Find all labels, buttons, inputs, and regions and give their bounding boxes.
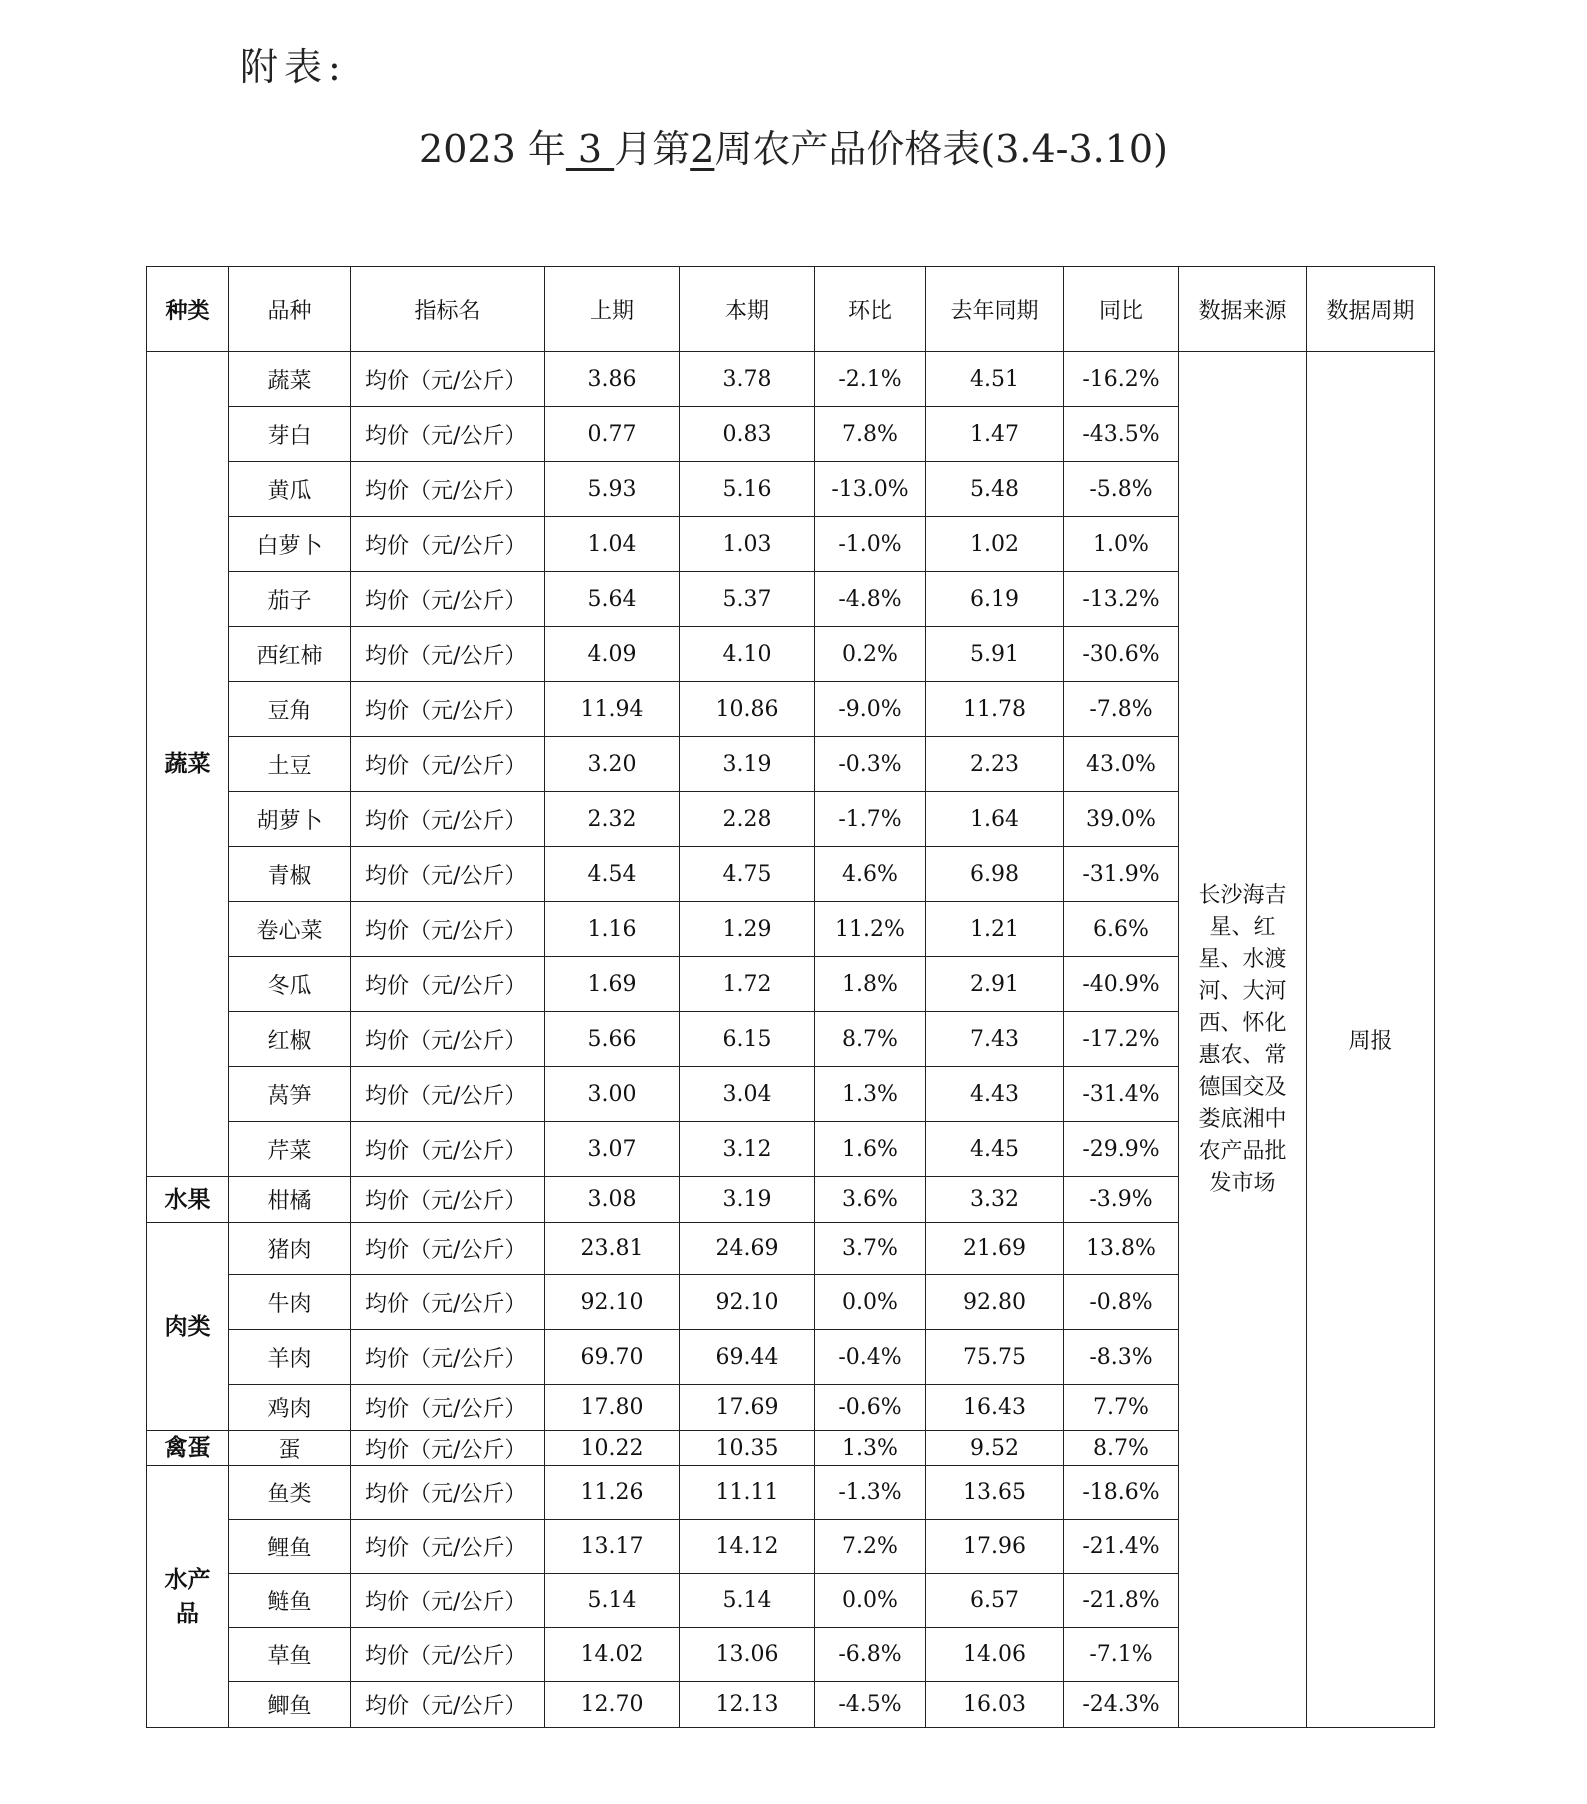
curr-cell: 92.10 bbox=[680, 1275, 815, 1330]
mom-cell: 3.7% bbox=[815, 1223, 926, 1275]
variety-cell: 莴笋 bbox=[229, 1067, 351, 1122]
curr-cell: 14.12 bbox=[680, 1520, 815, 1574]
last-year-cell: 1.21 bbox=[926, 902, 1064, 957]
prev-cell: 14.02 bbox=[545, 1628, 680, 1682]
prev-cell: 23.81 bbox=[545, 1223, 680, 1275]
yoy-cell: -7.1% bbox=[1064, 1628, 1179, 1682]
metric-cell: 均价（元/公斤） bbox=[351, 1385, 545, 1431]
last-year-cell: 1.02 bbox=[926, 517, 1064, 572]
yoy-cell: 43.0% bbox=[1064, 737, 1179, 792]
category-cell: 蔬菜 bbox=[147, 352, 229, 1177]
period-cell: 周报 bbox=[1307, 352, 1435, 1728]
curr-cell: 10.35 bbox=[680, 1431, 815, 1466]
last-year-cell: 92.80 bbox=[926, 1275, 1064, 1330]
last-year-cell: 16.03 bbox=[926, 1682, 1064, 1728]
metric-cell: 均价（元/公斤） bbox=[351, 682, 545, 737]
last-year-cell: 17.96 bbox=[926, 1520, 1064, 1574]
curr-cell: 4.10 bbox=[680, 627, 815, 682]
table-body bbox=[147, 352, 1435, 1728]
curr-cell: 5.37 bbox=[680, 572, 815, 627]
col-header-metric: 指标名 bbox=[351, 267, 545, 352]
prev-cell: 5.66 bbox=[545, 1012, 680, 1067]
last-year-cell: 1.64 bbox=[926, 792, 1064, 847]
prev-cell: 3.86 bbox=[545, 352, 680, 407]
yoy-cell: 6.6% bbox=[1064, 902, 1179, 957]
metric-cell: 均价（元/公斤） bbox=[351, 627, 545, 682]
variety-cell: 卷心菜 bbox=[229, 902, 351, 957]
variety-cell: 红椒 bbox=[229, 1012, 351, 1067]
last-year-cell: 75.75 bbox=[926, 1330, 1064, 1385]
prev-cell: 3.20 bbox=[545, 737, 680, 792]
mom-cell: -2.1% bbox=[815, 352, 926, 407]
last-year-cell: 16.43 bbox=[926, 1385, 1064, 1431]
mom-cell: -0.6% bbox=[815, 1385, 926, 1431]
variety-cell: 蛋 bbox=[229, 1431, 351, 1466]
variety-cell: 黄瓜 bbox=[229, 462, 351, 517]
mom-cell: 1.3% bbox=[815, 1431, 926, 1466]
yoy-cell: -18.6% bbox=[1064, 1466, 1179, 1520]
price-table bbox=[146, 266, 1435, 1728]
curr-cell: 1.29 bbox=[680, 902, 815, 957]
curr-cell: 24.69 bbox=[680, 1223, 815, 1275]
source-cell: 长沙海吉星、红星、水渡河、大河西、怀化惠农、常德国交及娄底湘中农产品批发市场 bbox=[1179, 352, 1307, 1728]
last-year-cell: 6.19 bbox=[926, 572, 1064, 627]
yoy-cell: 13.8% bbox=[1064, 1223, 1179, 1275]
curr-cell: 3.12 bbox=[680, 1122, 815, 1177]
curr-cell: 3.19 bbox=[680, 1177, 815, 1223]
prev-cell: 13.17 bbox=[545, 1520, 680, 1574]
table-header-row bbox=[147, 267, 1435, 352]
mom-cell: 1.3% bbox=[815, 1067, 926, 1122]
yoy-cell: -16.2% bbox=[1064, 352, 1179, 407]
curr-cell: 13.06 bbox=[680, 1628, 815, 1682]
variety-cell: 羊肉 bbox=[229, 1330, 351, 1385]
prev-cell: 5.64 bbox=[545, 572, 680, 627]
variety-cell: 芹菜 bbox=[229, 1122, 351, 1177]
prev-cell: 3.07 bbox=[545, 1122, 680, 1177]
last-year-cell: 2.91 bbox=[926, 957, 1064, 1012]
variety-cell: 柑橘 bbox=[229, 1177, 351, 1223]
title-week: 2 bbox=[690, 127, 715, 171]
page-title bbox=[0, 118, 1587, 173]
yoy-cell: -21.8% bbox=[1064, 1574, 1179, 1628]
metric-cell: 均价（元/公斤） bbox=[351, 572, 545, 627]
appendix-label: 附表: bbox=[240, 45, 347, 89]
mom-cell: 1.6% bbox=[815, 1122, 926, 1177]
last-year-cell: 14.06 bbox=[926, 1628, 1064, 1682]
metric-cell: 均价（元/公斤） bbox=[351, 1520, 545, 1574]
last-year-cell: 9.52 bbox=[926, 1431, 1064, 1466]
last-year-cell: 4.45 bbox=[926, 1122, 1064, 1177]
variety-cell: 鱼类 bbox=[229, 1466, 351, 1520]
metric-cell: 均价（元/公斤） bbox=[351, 1574, 545, 1628]
yoy-cell: -31.9% bbox=[1064, 847, 1179, 902]
mom-cell: -4.8% bbox=[815, 572, 926, 627]
mom-cell: 4.6% bbox=[815, 847, 926, 902]
prev-cell: 11.26 bbox=[545, 1466, 680, 1520]
mom-cell: 1.8% bbox=[815, 957, 926, 1012]
mom-cell: -1.0% bbox=[815, 517, 926, 572]
last-year-cell: 7.43 bbox=[926, 1012, 1064, 1067]
metric-cell: 均价（元/公斤） bbox=[351, 1330, 545, 1385]
prev-cell: 1.16 bbox=[545, 902, 680, 957]
metric-cell: 均价（元/公斤） bbox=[351, 1466, 545, 1520]
title-suffix: 周农产品价格表(3.4-3.10) bbox=[714, 127, 1168, 171]
yoy-cell: -21.4% bbox=[1064, 1520, 1179, 1574]
metric-cell: 均价（元/公斤） bbox=[351, 957, 545, 1012]
variety-cell: 豆角 bbox=[229, 682, 351, 737]
metric-cell: 均价（元/公斤） bbox=[351, 1122, 545, 1177]
variety-cell: 土豆 bbox=[229, 737, 351, 792]
prev-cell: 17.80 bbox=[545, 1385, 680, 1431]
curr-cell: 3.19 bbox=[680, 737, 815, 792]
last-year-cell: 5.48 bbox=[926, 462, 1064, 517]
yoy-cell: -43.5% bbox=[1064, 407, 1179, 462]
prev-cell: 4.54 bbox=[545, 847, 680, 902]
prev-cell: 12.70 bbox=[545, 1682, 680, 1728]
table-row bbox=[147, 352, 1435, 407]
curr-cell: 3.04 bbox=[680, 1067, 815, 1122]
curr-cell: 4.75 bbox=[680, 847, 815, 902]
mom-cell: -4.5% bbox=[815, 1682, 926, 1728]
yoy-cell: -13.2% bbox=[1064, 572, 1179, 627]
curr-cell: 69.44 bbox=[680, 1330, 815, 1385]
variety-cell: 冬瓜 bbox=[229, 957, 351, 1012]
curr-cell: 5.14 bbox=[680, 1574, 815, 1628]
curr-cell: 1.72 bbox=[680, 957, 815, 1012]
metric-cell: 均价（元/公斤） bbox=[351, 517, 545, 572]
title-month: 3 bbox=[565, 127, 615, 171]
col-header-prev: 上期 bbox=[545, 267, 680, 352]
col-header-category: 种类 bbox=[147, 267, 229, 352]
variety-cell: 白萝卜 bbox=[229, 517, 351, 572]
last-year-cell: 4.51 bbox=[926, 352, 1064, 407]
variety-cell: 西红柿 bbox=[229, 627, 351, 682]
curr-cell: 0.83 bbox=[680, 407, 815, 462]
curr-cell: 17.69 bbox=[680, 1385, 815, 1431]
variety-cell: 牛肉 bbox=[229, 1275, 351, 1330]
prev-cell: 2.32 bbox=[545, 792, 680, 847]
yoy-cell: 7.7% bbox=[1064, 1385, 1179, 1431]
mom-cell: -1.3% bbox=[815, 1466, 926, 1520]
variety-cell: 青椒 bbox=[229, 847, 351, 902]
mom-cell: 0.0% bbox=[815, 1574, 926, 1628]
last-year-cell: 21.69 bbox=[926, 1223, 1064, 1275]
yoy-cell: 39.0% bbox=[1064, 792, 1179, 847]
variety-cell: 鲤鱼 bbox=[229, 1520, 351, 1574]
mom-cell: -0.3% bbox=[815, 737, 926, 792]
mom-cell: 3.6% bbox=[815, 1177, 926, 1223]
metric-cell: 均价（元/公斤） bbox=[351, 1275, 545, 1330]
category-cell: 水果 bbox=[147, 1177, 229, 1223]
mom-cell: 7.8% bbox=[815, 407, 926, 462]
metric-cell: 均价（元/公斤） bbox=[351, 737, 545, 792]
variety-cell: 鸡肉 bbox=[229, 1385, 351, 1431]
metric-cell: 均价（元/公斤） bbox=[351, 1431, 545, 1466]
last-year-cell: 11.78 bbox=[926, 682, 1064, 737]
yoy-cell: -30.6% bbox=[1064, 627, 1179, 682]
last-year-cell: 5.91 bbox=[926, 627, 1064, 682]
metric-cell: 均价（元/公斤） bbox=[351, 847, 545, 902]
col-header-curr: 本期 bbox=[680, 267, 815, 352]
col-header-source: 数据来源 bbox=[1179, 267, 1307, 352]
last-year-cell: 3.32 bbox=[926, 1177, 1064, 1223]
variety-cell: 草鱼 bbox=[229, 1628, 351, 1682]
metric-cell: 均价（元/公斤） bbox=[351, 1177, 545, 1223]
variety-cell: 蔬菜 bbox=[229, 352, 351, 407]
curr-cell: 6.15 bbox=[680, 1012, 815, 1067]
prev-cell: 11.94 bbox=[545, 682, 680, 737]
mom-cell: 7.2% bbox=[815, 1520, 926, 1574]
variety-cell: 猪肉 bbox=[229, 1223, 351, 1275]
metric-cell: 均价（元/公斤） bbox=[351, 902, 545, 957]
metric-cell: 均价（元/公斤） bbox=[351, 1682, 545, 1728]
variety-cell: 茄子 bbox=[229, 572, 351, 627]
mom-cell: 0.2% bbox=[815, 627, 926, 682]
curr-cell: 5.16 bbox=[680, 462, 815, 517]
prev-cell: 1.04 bbox=[545, 517, 680, 572]
curr-cell: 3.78 bbox=[680, 352, 815, 407]
yoy-cell: -40.9% bbox=[1064, 957, 1179, 1012]
metric-cell: 均价（元/公斤） bbox=[351, 462, 545, 517]
last-year-cell: 4.43 bbox=[926, 1067, 1064, 1122]
curr-cell: 11.11 bbox=[680, 1466, 815, 1520]
metric-cell: 均价（元/公斤） bbox=[351, 1628, 545, 1682]
mom-cell: 8.7% bbox=[815, 1012, 926, 1067]
prev-cell: 3.08 bbox=[545, 1177, 680, 1223]
title-mid: 月第 bbox=[614, 127, 691, 171]
yoy-cell: -29.9% bbox=[1064, 1122, 1179, 1177]
curr-cell: 12.13 bbox=[680, 1682, 815, 1728]
last-year-cell: 6.98 bbox=[926, 847, 1064, 902]
prev-cell: 1.69 bbox=[545, 957, 680, 1012]
yoy-cell: 8.7% bbox=[1064, 1431, 1179, 1466]
category-cell: 水产品 bbox=[147, 1466, 229, 1728]
mom-cell: 11.2% bbox=[815, 902, 926, 957]
col-header-variety: 品种 bbox=[229, 267, 351, 352]
prev-cell: 10.22 bbox=[545, 1431, 680, 1466]
curr-cell: 1.03 bbox=[680, 517, 815, 572]
variety-cell: 鲫鱼 bbox=[229, 1682, 351, 1728]
metric-cell: 均价（元/公斤） bbox=[351, 792, 545, 847]
last-year-cell: 13.65 bbox=[926, 1466, 1064, 1520]
category-cell: 肉类 bbox=[147, 1223, 229, 1431]
yoy-cell: -0.8% bbox=[1064, 1275, 1179, 1330]
col-header-period: 数据周期 bbox=[1307, 267, 1435, 352]
yoy-cell: -17.2% bbox=[1064, 1012, 1179, 1067]
last-year-cell: 2.23 bbox=[926, 737, 1064, 792]
prev-cell: 5.93 bbox=[545, 462, 680, 517]
prev-cell: 5.14 bbox=[545, 1574, 680, 1628]
mom-cell: -1.7% bbox=[815, 792, 926, 847]
mom-cell: -6.8% bbox=[815, 1628, 926, 1682]
variety-cell: 胡萝卜 bbox=[229, 792, 351, 847]
yoy-cell: -5.8% bbox=[1064, 462, 1179, 517]
yoy-cell: 1.0% bbox=[1064, 517, 1179, 572]
yoy-cell: -8.3% bbox=[1064, 1330, 1179, 1385]
col-header-mom: 环比 bbox=[815, 267, 926, 352]
variety-cell: 鲢鱼 bbox=[229, 1574, 351, 1628]
last-year-cell: 6.57 bbox=[926, 1574, 1064, 1628]
curr-cell: 2.28 bbox=[680, 792, 815, 847]
prev-cell: 0.77 bbox=[545, 407, 680, 462]
prev-cell: 92.10 bbox=[545, 1275, 680, 1330]
metric-cell: 均价（元/公斤） bbox=[351, 1012, 545, 1067]
yoy-cell: -3.9% bbox=[1064, 1177, 1179, 1223]
yoy-cell: -24.3% bbox=[1064, 1682, 1179, 1728]
title-prefix: 2023 年 bbox=[419, 127, 566, 171]
metric-cell: 均价（元/公斤） bbox=[351, 1223, 545, 1275]
mom-cell: -13.0% bbox=[815, 462, 926, 517]
col-header-last-year: 去年同期 bbox=[926, 267, 1064, 352]
category-cell: 禽蛋 bbox=[147, 1431, 229, 1466]
metric-cell: 均价（元/公斤） bbox=[351, 1067, 545, 1122]
mom-cell: 0.0% bbox=[815, 1275, 926, 1330]
last-year-cell: 1.47 bbox=[926, 407, 1064, 462]
yoy-cell: -7.8% bbox=[1064, 682, 1179, 737]
metric-cell: 均价（元/公斤） bbox=[351, 407, 545, 462]
variety-cell: 芽白 bbox=[229, 407, 351, 462]
mom-cell: -9.0% bbox=[815, 682, 926, 737]
curr-cell: 10.86 bbox=[680, 682, 815, 737]
col-header-yoy: 同比 bbox=[1064, 267, 1179, 352]
prev-cell: 4.09 bbox=[545, 627, 680, 682]
prev-cell: 69.70 bbox=[545, 1330, 680, 1385]
mom-cell: -0.4% bbox=[815, 1330, 926, 1385]
yoy-cell: -31.4% bbox=[1064, 1067, 1179, 1122]
prev-cell: 3.00 bbox=[545, 1067, 680, 1122]
metric-cell: 均价（元/公斤） bbox=[351, 352, 545, 407]
